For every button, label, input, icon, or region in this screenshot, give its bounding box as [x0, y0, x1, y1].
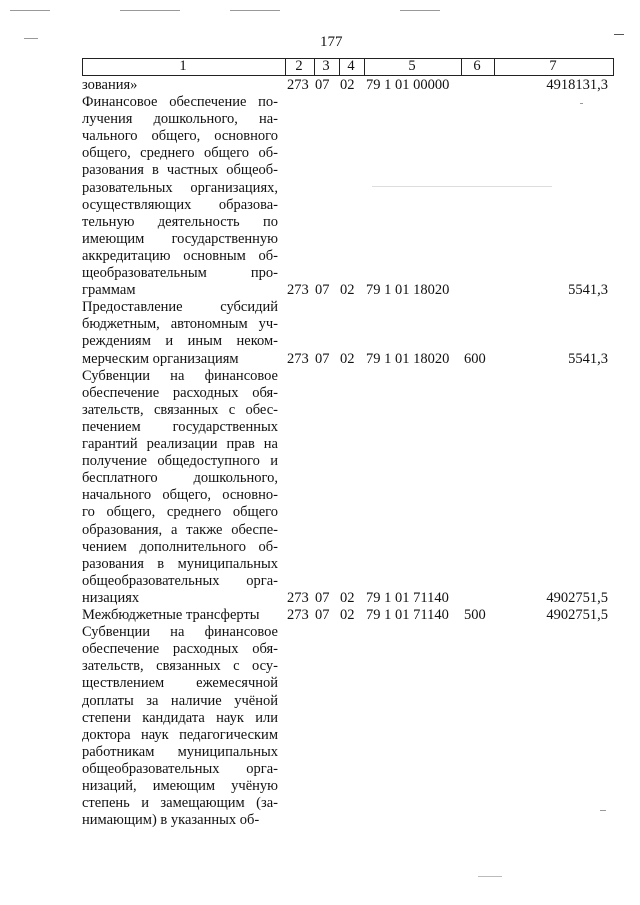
description-line: зательств, связанных с осу- — [82, 658, 278, 675]
description-line: работникам муниципальных — [82, 743, 278, 760]
row-description — [82, 299, 278, 367]
description-line: чением дополнительного об- — [82, 538, 278, 555]
description-line: общеобразовательных орга- — [82, 760, 278, 777]
cell-rz: 02 — [340, 607, 355, 624]
scan-speck — [24, 38, 38, 39]
description-line: общеобразовательных орга- — [82, 572, 278, 589]
description-line: Финансовое обеспечение по- — [82, 94, 278, 111]
scan-speck — [600, 810, 606, 811]
description-line: зательств, связанных с обес- — [82, 401, 278, 418]
description-line: реждениям и иным неком- — [82, 333, 278, 350]
description-line: получение общедоступного и — [82, 453, 278, 470]
cell-csr: 79 1 01 71140 — [366, 607, 449, 624]
description-line: Межбюджетные трансферты — [82, 607, 260, 624]
cell-pr: 07 — [315, 350, 330, 367]
description-line: гарантий реализации прав на — [82, 436, 278, 453]
description-line: разовательных организациях, — [82, 179, 278, 196]
scan-speck — [614, 34, 624, 35]
description-line: доктора наук педагогическим — [82, 726, 278, 743]
scan-speck — [580, 103, 583, 104]
description-line: бюджетным, автономным уч- — [82, 316, 278, 333]
cell-pr: 07 — [315, 607, 330, 624]
row-description — [82, 94, 278, 299]
description-line: го общего, среднего общего — [82, 504, 278, 521]
description-line: чального общего, основного — [82, 128, 278, 145]
description-line: лучения дошкольного, на- — [82, 111, 278, 128]
description-line: печением государственных — [82, 418, 278, 435]
cell-sum: 4918131,3 — [546, 77, 608, 93]
description-line: разования в частных общеоб- — [82, 162, 278, 179]
row-description — [82, 368, 278, 607]
cell-gr: 273 — [287, 607, 309, 624]
description-line: доплаты за наличие учёной — [82, 692, 278, 709]
cell-rz: 02 — [340, 77, 355, 93]
cell-gr: 273 — [287, 77, 309, 93]
cell-pr: 07 — [315, 77, 330, 93]
cell-csr: 79 1 01 00000 — [366, 77, 450, 93]
description-line: образования, а также обеспе- — [82, 521, 278, 538]
cell-gr: 273 — [287, 590, 309, 606]
header-cell-5: 5 — [408, 58, 416, 74]
header-cell-1: 1 — [179, 58, 187, 74]
cell-sum: 4902751,5 — [546, 590, 608, 606]
description-line: низаций, имеющим учёную — [82, 778, 278, 795]
cell-gr: 273 — [287, 350, 309, 367]
header-cell-4: 4 — [347, 58, 355, 74]
description-line: разования в муниципальных — [82, 555, 278, 572]
cell-csr: 79 1 01 71140 — [366, 590, 449, 606]
header-cell-6: 6 — [473, 58, 481, 74]
scan-speck — [120, 10, 180, 11]
row-description — [82, 624, 278, 829]
description-line: мерческим организациям — [82, 350, 239, 367]
description-line: тельную деятельность по — [82, 213, 278, 230]
scan-speck — [10, 10, 50, 11]
description-line: начального общего, основно- — [82, 487, 278, 504]
cell-vr: 600 — [464, 350, 486, 367]
description-line: Предоставление субсидий — [82, 299, 278, 316]
header-cell-7: 7 — [549, 58, 557, 74]
description-line: нимающим) в указанных об- — [82, 812, 260, 829]
cell-pr: 07 — [315, 282, 330, 299]
description-line: низациях — [82, 589, 140, 606]
description-line: аккредитацию основным об- — [82, 247, 278, 264]
description-line: имеющим государственную — [82, 230, 278, 247]
row-description — [82, 77, 278, 94]
cell-sum: 4902751,5 — [546, 607, 608, 624]
description-line: бесплатного дошкольного, — [82, 470, 278, 487]
description-line: степень и замещающим (за- — [82, 795, 278, 812]
description-line: Субвенции на финансовое — [82, 367, 278, 384]
scan-speck — [478, 876, 502, 877]
header-cell-2: 2 — [295, 58, 303, 74]
row-description — [82, 607, 278, 624]
header-cell-3: 3 — [322, 58, 330, 74]
description-line: общего, среднего общего об- — [82, 145, 278, 162]
description-line: граммам — [82, 282, 136, 299]
description-line: обеспечение расходных обя- — [82, 384, 278, 401]
cell-sum: 5541,3 — [568, 350, 608, 367]
cell-sum: 5541,3 — [568, 282, 608, 299]
scan-speck — [400, 10, 440, 11]
cell-rz: 02 — [340, 350, 355, 367]
description-line: обеспечение расходных обя- — [82, 641, 278, 658]
scan-speck — [230, 10, 280, 11]
cell-csr: 79 1 01 18020 — [366, 350, 450, 367]
description-line: щеобразовательным про- — [82, 265, 278, 282]
description-line: степени кандидата наук или — [82, 709, 278, 726]
description-line: осуществляющих образова- — [82, 196, 278, 213]
cell-rz: 02 — [340, 282, 355, 299]
cell-csr: 79 1 01 18020 — [366, 282, 450, 299]
scan-speck — [372, 186, 552, 187]
page-number: 177 — [320, 34, 343, 50]
description-line: Субвенции на финансовое — [82, 624, 278, 641]
cell-gr: 273 — [287, 282, 309, 299]
cell-rz: 02 — [340, 590, 355, 606]
cell-vr: 500 — [464, 607, 486, 624]
description-line: ществлением ежемесячной — [82, 675, 278, 692]
description-line: зования» — [82, 77, 138, 93]
cell-pr: 07 — [315, 590, 330, 606]
